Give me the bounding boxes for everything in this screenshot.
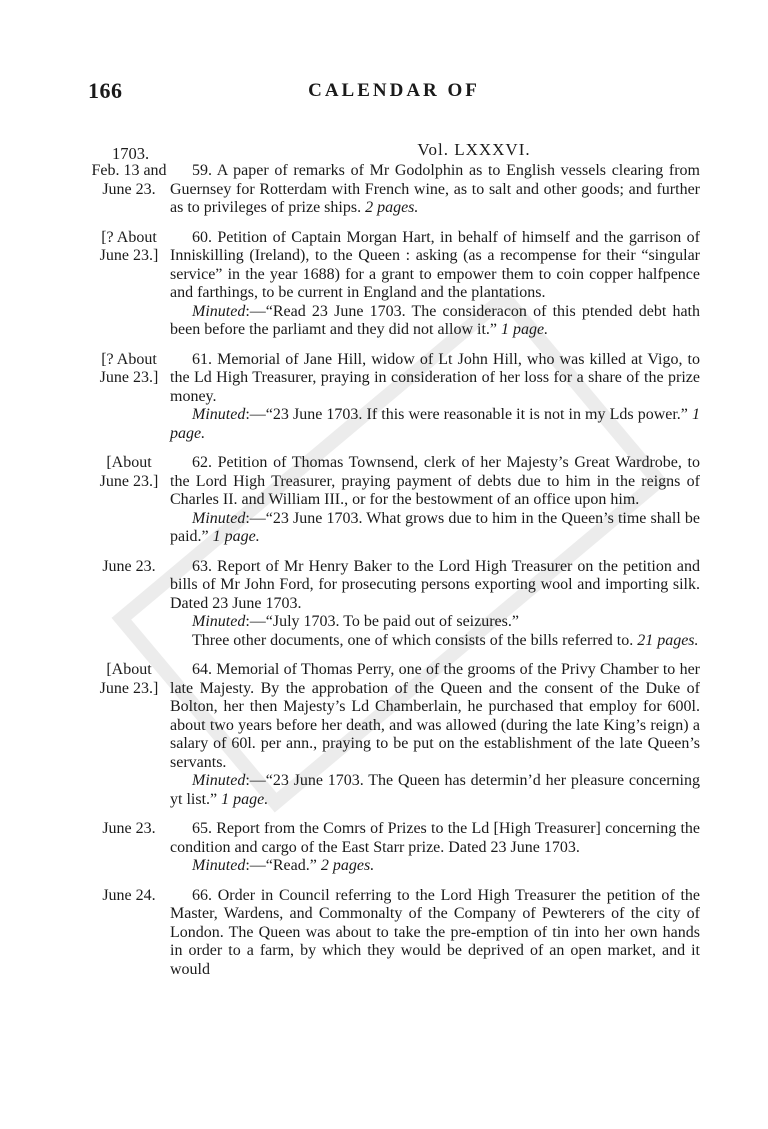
entry-body: [170, 162, 700, 218]
minute-text: :—“23 June 1703. If this were reasonable it is not in my Lds power.”: [245, 406, 688, 423]
extra-text: Three other documents, one of which consists of the bills referred to.: [192, 631, 634, 649]
entry-pages: 1 page.: [212, 528, 260, 545]
page-number: 166: [88, 78, 123, 103]
entry-date-line: June 23.: [102, 180, 156, 198]
entry-text-content: 63. Report of Mr Henry Baker to the Lord High Treasurer on the petition and bills of Mr John Ford, for prosecuting persons exporting wool and importing silk. Dated 23 June 1703.: [170, 557, 700, 612]
entry-body: [170, 661, 700, 809]
entry-text: [170, 558, 700, 614]
entry-extra: [170, 632, 700, 651]
entry-body: [170, 558, 700, 651]
entry-text-content: 64. Memorial of Thomas Perry, one of the grooms of the Privy Chamber to her late Majesty. By the approbation of the Queen and the consent of the Duke of Bolton, her then Majesty’s Ld Chamberlain, he purchased that employ for 600l. about two years before her death, and was allowed (during the late King’s reign) a salary of 60l. per ann., praying to be put on the establishment of the late Queen’s servants.: [170, 661, 700, 771]
entry-pages: 21 pages.: [637, 631, 699, 649]
entry-text: [170, 887, 700, 980]
entry-text: [170, 454, 700, 510]
entry-text: [170, 820, 700, 857]
calendar-entry: [88, 820, 700, 876]
entry-body: [170, 454, 700, 547]
minute-text: :—“July 1703. To be paid out of seizures.”: [245, 613, 519, 630]
entry-date: [88, 661, 170, 809]
entry-text: [170, 162, 700, 218]
entry-pages: 2 pages.: [365, 199, 419, 216]
entry-text-content: 65. Report from the Comrs of Prizes to the Ld [High Treasurer] concerning the condition and cargo of the East Starr prize. Dated 23 June 1703.: [170, 820, 700, 856]
entry-pages: 1 page.: [221, 790, 269, 808]
entry-text-content: 59. A paper of remarks of Mr Godolphin as to English vessels clearing from Guernsey for Rotterdam with French wine, as to salt and other goods; and further as to privileges of prize ships.: [170, 162, 700, 216]
entry-date-line: [About: [106, 661, 152, 678]
entry-text-content: 66. Order in Council referring to the Lord High Treasurer the petition of the Master, Wardens, and Commonalty of the Company of Pewterers of the city of London. The Queen was about to take the pre-emption of tin into her own hands in order to a farm, by which they would be deprived of an open market, and it would: [170, 886, 700, 978]
minute-text: :—“Read 23 June 1703. The consideracon of this ptended debt hath been before the parliamt and they did not allow it.”: [170, 302, 700, 338]
entry-text-content: 62. Petition of Thomas Townsend, clerk of her Majesty’s Great Wardrobe, to the Lord High Treasurer, praying payment of debts due to him in the reigns of Charles II. and William III., or for the bestowment of an office upon him.: [170, 454, 700, 508]
entry-pages: 2 pages.: [320, 857, 375, 874]
minute-label: Minuted: [192, 857, 246, 874]
entry-text-content: 61. Memorial of Jane Hill, widow of Lt John Hill, who was killed at Vigo, to the Ld High Treasurer, praying in consideration of her loss for a share of the prize money.: [170, 350, 700, 405]
entries-list: [88, 162, 700, 990]
entry-date-line: June 23.]: [99, 472, 159, 490]
entry-date: [88, 162, 170, 218]
minute-label: Minuted: [192, 406, 246, 423]
entry-date-line: June 23.]: [99, 369, 159, 386]
calendar-entry: [88, 454, 700, 547]
page-header: [88, 78, 700, 108]
entry-text-content: 60. Petition of Captain Morgan Hart, in behalf of himself and the garrison of Inniskilling (Ireland), to the Queen : asking (as a recompense for their “singular service” in the year 1688) for a grant to empower them to coin copper halfpence and farthings, to be current in England and the plantations.: [170, 228, 700, 301]
calendar-entry: [88, 661, 700, 809]
entry-date: [88, 887, 170, 980]
entry-date-line: [? About: [101, 228, 157, 246]
minute-label: Minuted: [192, 509, 246, 527]
entry-minute: [170, 613, 700, 632]
entry-body: [170, 351, 700, 444]
entry-date: [88, 454, 170, 547]
entry-date: [88, 558, 170, 651]
entry-pages: 1 page.: [501, 321, 549, 338]
entry-text: [170, 661, 700, 772]
calendar-entry: [88, 162, 700, 218]
entry-minute: [170, 510, 700, 547]
entry-date-line: [About: [106, 454, 152, 471]
entry-minute: [170, 406, 700, 443]
entry-date-line: Feb. 13 and: [91, 162, 167, 179]
minute-label: Minuted: [192, 302, 246, 320]
calendar-entry: [88, 229, 700, 340]
minute-text: :—“23 June 1703. The Queen has determin’d her pleasure concerning yt list.”: [170, 772, 700, 808]
entry-date-line: June 23.]: [99, 247, 159, 264]
entry-date-line: June 23.: [102, 557, 156, 575]
entry-date: [88, 351, 170, 444]
entry-minute: [170, 772, 700, 809]
entry-minute: [170, 857, 700, 876]
minute-label: Minuted: [192, 613, 246, 630]
calendar-entry: [88, 558, 700, 651]
entry-text: [170, 229, 700, 303]
entry-date-line: [? About: [101, 350, 157, 368]
minute-text: :—“Read.”: [245, 857, 317, 874]
calendar-entry: [88, 887, 700, 980]
calendar-entry: [88, 351, 700, 444]
entry-date: [88, 229, 170, 340]
entry-date-line: June 23.]: [99, 679, 159, 697]
entry-body: [170, 887, 700, 980]
entry-body: [170, 229, 700, 340]
year-label: 1703.: [112, 144, 150, 163]
entry-minute: [170, 303, 700, 340]
entry-date: [88, 820, 170, 876]
entry-date-line: June 23.: [102, 820, 156, 837]
minute-text: :—“23 June 1703. What grows due to him in the Queen’s time shall be paid.”: [170, 509, 700, 545]
minute-label: Minuted: [192, 772, 246, 789]
entry-body: [170, 820, 700, 876]
entry-pages: 1 page.: [170, 406, 700, 442]
entry-date-line: June 24.: [102, 886, 156, 904]
running-title: CALENDAR OF: [308, 80, 480, 101]
entry-text: [170, 351, 700, 407]
volume-heading: Vol. LXXXVI.: [417, 140, 531, 159]
